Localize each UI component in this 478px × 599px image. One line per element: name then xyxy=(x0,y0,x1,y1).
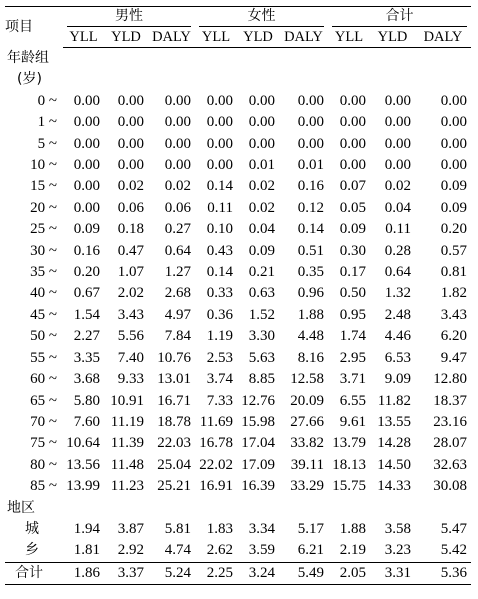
table-cell: 2.53 xyxy=(206,349,233,366)
table-row xyxy=(5,198,471,219)
table-cell: 0.09 xyxy=(73,221,100,238)
table-cell: 27.66 xyxy=(290,413,324,430)
table-row xyxy=(5,134,471,155)
table-cell: 4.97 xyxy=(164,306,191,323)
table-cell: 0.00 xyxy=(297,92,324,109)
table-cell: 0.00 xyxy=(73,92,100,109)
table-cell: 0.20 xyxy=(440,221,467,238)
table-cell: 25.04 xyxy=(157,456,191,473)
table-cell: 2.02 xyxy=(117,285,144,302)
table-cell: 0.00 xyxy=(297,114,324,131)
table-row xyxy=(5,91,471,112)
table-cell: 25.21 xyxy=(157,478,191,495)
row-label: 55 ~ xyxy=(30,349,57,366)
table-cell: 0.10 xyxy=(206,221,233,238)
row-label: 65 ~ xyxy=(30,392,57,409)
table-cell: 0.00 xyxy=(440,92,467,109)
table-cell: 12.80 xyxy=(433,371,467,388)
table-cell: 3.71 xyxy=(339,371,366,388)
table-cell: 0.00 xyxy=(440,157,467,174)
group-header-male: 男性 xyxy=(63,7,195,28)
table-cell: 3.30 xyxy=(248,328,275,345)
table-cell: 0.00 xyxy=(164,92,191,109)
table-cell: 1.27 xyxy=(164,264,191,281)
row-label: 85 ~ xyxy=(30,478,57,495)
table-body xyxy=(5,48,471,585)
table-cell: 3.31 xyxy=(370,562,415,584)
table-cell: 11.39 xyxy=(110,435,144,452)
measure-header: YLL xyxy=(328,27,370,48)
row-label: 40 ~ xyxy=(30,285,57,302)
table-cell: 9.47 xyxy=(440,349,467,366)
table-cell: 0.00 xyxy=(440,135,467,152)
table-cell: 0.63 xyxy=(248,285,275,302)
table-cell: 1.81 xyxy=(73,542,100,559)
table-cell: 20.09 xyxy=(290,392,324,409)
table-cell: 0.27 xyxy=(164,221,191,238)
table-row xyxy=(5,540,471,562)
table-cell: 23.16 xyxy=(433,413,467,430)
table-cell: 0.81 xyxy=(440,264,467,281)
table-cell: 22.03 xyxy=(157,435,191,452)
section-row-age-unit xyxy=(5,69,471,90)
table-row xyxy=(5,391,471,412)
table-cell: 0.00 xyxy=(248,92,275,109)
group-header-total: 合计 xyxy=(328,7,471,28)
total-row xyxy=(5,562,471,584)
table-cell: 7.84 xyxy=(164,328,191,345)
table-cell: 5.47 xyxy=(440,520,467,537)
table-cell: 5.80 xyxy=(73,392,100,409)
measure-header: YLD xyxy=(370,27,415,48)
table-cell: 1.19 xyxy=(206,328,233,345)
table-cell: 7.60 xyxy=(73,413,100,430)
table-row xyxy=(5,326,471,347)
row-label: 20 ~ xyxy=(30,199,57,216)
table-cell: 13.79 xyxy=(332,435,366,452)
table-row xyxy=(5,369,471,390)
table-cell: 0.33 xyxy=(206,285,233,302)
table-cell: 14.28 xyxy=(377,435,411,452)
table-cell: 0.05 xyxy=(339,199,366,216)
table-cell: 15.98 xyxy=(241,413,275,430)
table-cell: 11.23 xyxy=(110,478,144,495)
table-cell: 18.13 xyxy=(332,456,366,473)
table-cell: 0.16 xyxy=(297,178,324,195)
table-row xyxy=(5,305,471,326)
table-header xyxy=(5,7,471,48)
table-cell: 22.02 xyxy=(199,456,233,473)
table-cell: 0.18 xyxy=(117,221,144,238)
table-row xyxy=(5,219,471,240)
row-label: 乡 xyxy=(25,542,39,559)
measure-header: DALY xyxy=(415,27,471,48)
table-cell: 0.00 xyxy=(339,157,366,174)
table-cell: 0.00 xyxy=(206,135,233,152)
table-cell: 0.00 xyxy=(339,114,366,131)
table-cell: 11.69 xyxy=(199,413,233,430)
table-cell: 1.94 xyxy=(73,520,100,537)
row-label: 25 ~ xyxy=(30,221,57,238)
table-cell: 9.09 xyxy=(384,371,411,388)
table-cell: 1.32 xyxy=(384,285,411,302)
table-cell: 11.19 xyxy=(110,413,144,430)
row-label: 10 ~ xyxy=(30,157,57,174)
table-row xyxy=(5,241,471,262)
table-cell: 7.33 xyxy=(206,392,233,409)
table-cell: 13.01 xyxy=(157,371,191,388)
table-cell: 10.91 xyxy=(110,392,144,409)
table-cell: 0.00 xyxy=(73,178,100,195)
row-label: 0 ~ xyxy=(37,92,57,109)
row-label: 35 ~ xyxy=(30,264,57,281)
table-cell: 3.43 xyxy=(117,306,144,323)
row-label: 1 ~ xyxy=(37,114,57,131)
table-cell: 1.86 xyxy=(63,562,104,584)
table-cell: 2.19 xyxy=(339,542,366,559)
row-label: 70 ~ xyxy=(30,413,57,430)
table-cell: 0.09 xyxy=(440,199,467,216)
row-label: 30 ~ xyxy=(30,242,57,259)
table-cell: 4.46 xyxy=(384,328,411,345)
section-label-region: 地区 xyxy=(7,499,35,516)
table-cell: 0.00 xyxy=(117,157,144,174)
table-cell: 8.85 xyxy=(248,371,275,388)
table-cell: 13.56 xyxy=(66,456,100,473)
table-cell: 3.23 xyxy=(384,542,411,559)
table-cell: 1.88 xyxy=(339,520,366,537)
table-cell: 0.11 xyxy=(385,221,411,238)
table-cell: 5.24 xyxy=(148,562,195,584)
table-cell: 0.00 xyxy=(164,135,191,152)
table-cell: 0.00 xyxy=(117,92,144,109)
table-cell: 4.48 xyxy=(297,328,324,345)
table-cell: 0.43 xyxy=(206,242,233,259)
table-cell: 5.49 xyxy=(279,562,328,584)
table-cell: 0.00 xyxy=(73,114,100,131)
row-label: 45 ~ xyxy=(30,306,57,323)
table-row xyxy=(5,112,471,133)
table-cell: 6.55 xyxy=(339,392,366,409)
table-row xyxy=(5,519,471,540)
table-cell: 0.12 xyxy=(297,199,324,216)
section-label-age-unit: (岁) xyxy=(17,71,42,88)
row-label: 城 xyxy=(25,520,39,537)
row-label: 50 ~ xyxy=(30,328,57,345)
table-cell: 0.00 xyxy=(440,114,467,131)
measure-header: YLD xyxy=(104,27,148,48)
table-cell: 3.43 xyxy=(440,306,467,323)
table-cell: 0.35 xyxy=(297,264,324,281)
table-cell: 3.35 xyxy=(73,349,100,366)
table-cell: 5.42 xyxy=(440,542,467,559)
table-cell: 0.96 xyxy=(297,285,324,302)
table-cell: 0.64 xyxy=(164,242,191,259)
table-cell: 6.21 xyxy=(297,542,324,559)
table-cell: 0.47 xyxy=(117,242,144,259)
table-cell: 5.36 xyxy=(415,562,471,584)
table-row xyxy=(5,155,471,176)
table-cell: 0.00 xyxy=(248,135,275,152)
table-cell: 4.74 xyxy=(164,542,191,559)
table-cell: 1.54 xyxy=(73,306,100,323)
table-cell: 0.00 xyxy=(384,114,411,131)
table-cell: 0.00 xyxy=(73,157,100,174)
table-cell: 5.17 xyxy=(297,520,324,537)
table-cell: 9.61 xyxy=(339,413,366,430)
table-cell: 0.00 xyxy=(73,199,100,216)
table-cell: 0.00 xyxy=(73,135,100,152)
table-cell: 2.92 xyxy=(117,542,144,559)
table-cell: 0.01 xyxy=(297,157,324,174)
table-cell: 0.00 xyxy=(206,157,233,174)
table-row xyxy=(5,176,471,197)
table-cell: 0.09 xyxy=(248,242,275,259)
row-label: 15 ~ xyxy=(30,178,57,195)
table-cell: 18.37 xyxy=(433,392,467,409)
row-label: 75 ~ xyxy=(30,435,57,452)
table-cell: 0.50 xyxy=(339,285,366,302)
table-cell: 0.09 xyxy=(339,221,366,238)
table-cell: 0.30 xyxy=(339,242,366,259)
table-cell: 13.99 xyxy=(66,478,100,495)
table-cell: 2.68 xyxy=(164,285,191,302)
table-cell: 33.82 xyxy=(290,435,324,452)
table-cell: 0.67 xyxy=(73,285,100,302)
table-cell: 5.63 xyxy=(248,349,275,366)
table-cell: 0.36 xyxy=(206,306,233,323)
table-cell: 1.74 xyxy=(339,328,366,345)
measure-header: YLD xyxy=(237,27,279,48)
table-cell: 0.21 xyxy=(248,264,275,281)
table-cell: 0.04 xyxy=(248,221,275,238)
table-cell: 10.64 xyxy=(66,435,100,452)
table-cell: 0.57 xyxy=(440,242,467,259)
table-cell: 0.16 xyxy=(73,242,100,259)
daly-table xyxy=(5,6,471,585)
table-cell: 0.02 xyxy=(248,199,275,216)
table-cell: 6.20 xyxy=(440,328,467,345)
table-cell: 11.82 xyxy=(377,392,411,409)
table-cell: 18.78 xyxy=(157,413,191,430)
table-cell: 13.55 xyxy=(377,413,411,430)
table-cell: 0.17 xyxy=(339,264,366,281)
measure-header: DALY xyxy=(279,27,328,48)
measure-header: YLL xyxy=(195,27,237,48)
table-cell: 9.33 xyxy=(117,371,144,388)
table-cell: 6.53 xyxy=(384,349,411,366)
table-cell: 12.58 xyxy=(290,371,324,388)
measure-header: DALY xyxy=(148,27,195,48)
table-cell: 0.51 xyxy=(297,242,324,259)
table-cell: 12.76 xyxy=(241,392,275,409)
table-row xyxy=(5,412,471,433)
table-row xyxy=(5,455,471,476)
table-cell: 7.40 xyxy=(117,349,144,366)
table-cell: 0.00 xyxy=(117,114,144,131)
table-cell: 33.29 xyxy=(290,478,324,495)
row-label: 80 ~ xyxy=(30,456,57,473)
table-cell: 3.37 xyxy=(104,562,148,584)
table-cell: 0.28 xyxy=(384,242,411,259)
table-cell: 2.27 xyxy=(73,328,100,345)
table-cell: 8.16 xyxy=(297,349,324,366)
table-cell: 17.09 xyxy=(241,456,275,473)
table-cell: 17.04 xyxy=(241,435,275,452)
measure-header: YLL xyxy=(63,27,104,48)
row-label: 合计 xyxy=(5,562,63,584)
table-cell: 2.48 xyxy=(384,306,411,323)
table-cell: 0.00 xyxy=(297,135,324,152)
table-cell: 0.00 xyxy=(164,157,191,174)
table-cell: 0.00 xyxy=(339,92,366,109)
item-header: 项目 xyxy=(5,7,63,48)
row-label: 60 ~ xyxy=(30,371,57,388)
table-cell: 16.78 xyxy=(199,435,233,452)
table-row xyxy=(5,476,471,497)
table-cell: 0.00 xyxy=(384,92,411,109)
table-cell: 3.58 xyxy=(384,520,411,537)
table-cell: 0.04 xyxy=(384,199,411,216)
table-cell: 0.07 xyxy=(339,178,366,195)
table-cell: 2.05 xyxy=(328,562,370,584)
table-row xyxy=(5,283,471,304)
table-cell: 1.88 xyxy=(297,306,324,323)
table-cell: 2.95 xyxy=(339,349,366,366)
section-row-region xyxy=(5,498,471,519)
table-cell: 1.83 xyxy=(206,520,233,537)
table-cell: 32.63 xyxy=(433,456,467,473)
table-cell: 11.48 xyxy=(110,456,144,473)
table-cell: 16.71 xyxy=(157,392,191,409)
table-cell: 3.34 xyxy=(248,520,275,537)
table-cell: 3.87 xyxy=(117,520,144,537)
table-cell: 0.00 xyxy=(248,114,275,131)
table-cell: 0.00 xyxy=(164,114,191,131)
table-cell: 1.07 xyxy=(117,264,144,281)
table-cell: 2.25 xyxy=(195,562,237,584)
table-cell: 0.02 xyxy=(248,178,275,195)
table-cell: 3.68 xyxy=(73,371,100,388)
table-cell: 0.64 xyxy=(384,264,411,281)
table-cell: 0.14 xyxy=(206,264,233,281)
table-cell: 0.00 xyxy=(117,135,144,152)
section-label-age: 年龄组 xyxy=(7,50,49,66)
table-cell: 5.81 xyxy=(164,520,191,537)
row-label: 5 ~ xyxy=(37,135,57,152)
table-cell: 0.00 xyxy=(384,157,411,174)
table-cell: 14.33 xyxy=(377,478,411,495)
table-cell: 0.02 xyxy=(164,178,191,195)
table-cell: 10.76 xyxy=(157,349,191,366)
table-cell: 0.14 xyxy=(297,221,324,238)
table-cell: 0.00 xyxy=(384,135,411,152)
table-cell: 0.00 xyxy=(339,135,366,152)
table-cell: 3.59 xyxy=(248,542,275,559)
table-cell: 0.01 xyxy=(248,157,275,174)
table-cell: 3.24 xyxy=(237,562,279,584)
section-row-age xyxy=(5,48,471,70)
table-cell: 0.02 xyxy=(117,178,144,195)
table-cell: 1.82 xyxy=(440,285,467,302)
table-cell: 28.07 xyxy=(433,435,467,452)
table-cell: 0.06 xyxy=(164,199,191,216)
table-cell: 0.09 xyxy=(440,178,467,195)
table-cell: 3.74 xyxy=(206,371,233,388)
table-row xyxy=(5,262,471,283)
table-cell: 0.06 xyxy=(117,199,144,216)
group-header-female: 女性 xyxy=(195,7,328,28)
table-cell: 39.11 xyxy=(290,456,324,473)
table-row xyxy=(5,433,471,454)
table-cell: 1.52 xyxy=(248,306,275,323)
table-cell: 0.11 xyxy=(207,199,233,216)
table-cell: 0.00 xyxy=(206,114,233,131)
table-cell: 2.62 xyxy=(206,542,233,559)
table-cell: 14.50 xyxy=(377,456,411,473)
table-cell: 0.20 xyxy=(73,264,100,281)
table-cell: 0.95 xyxy=(339,306,366,323)
table-cell: 15.75 xyxy=(332,478,366,495)
table-cell: 0.14 xyxy=(206,178,233,195)
table-cell: 16.39 xyxy=(241,478,275,495)
table-cell: 30.08 xyxy=(433,478,467,495)
table-cell: 16.91 xyxy=(199,478,233,495)
table-cell: 0.02 xyxy=(384,178,411,195)
table-row xyxy=(5,348,471,369)
table-cell: 5.56 xyxy=(117,328,144,345)
table-cell: 0.00 xyxy=(206,92,233,109)
